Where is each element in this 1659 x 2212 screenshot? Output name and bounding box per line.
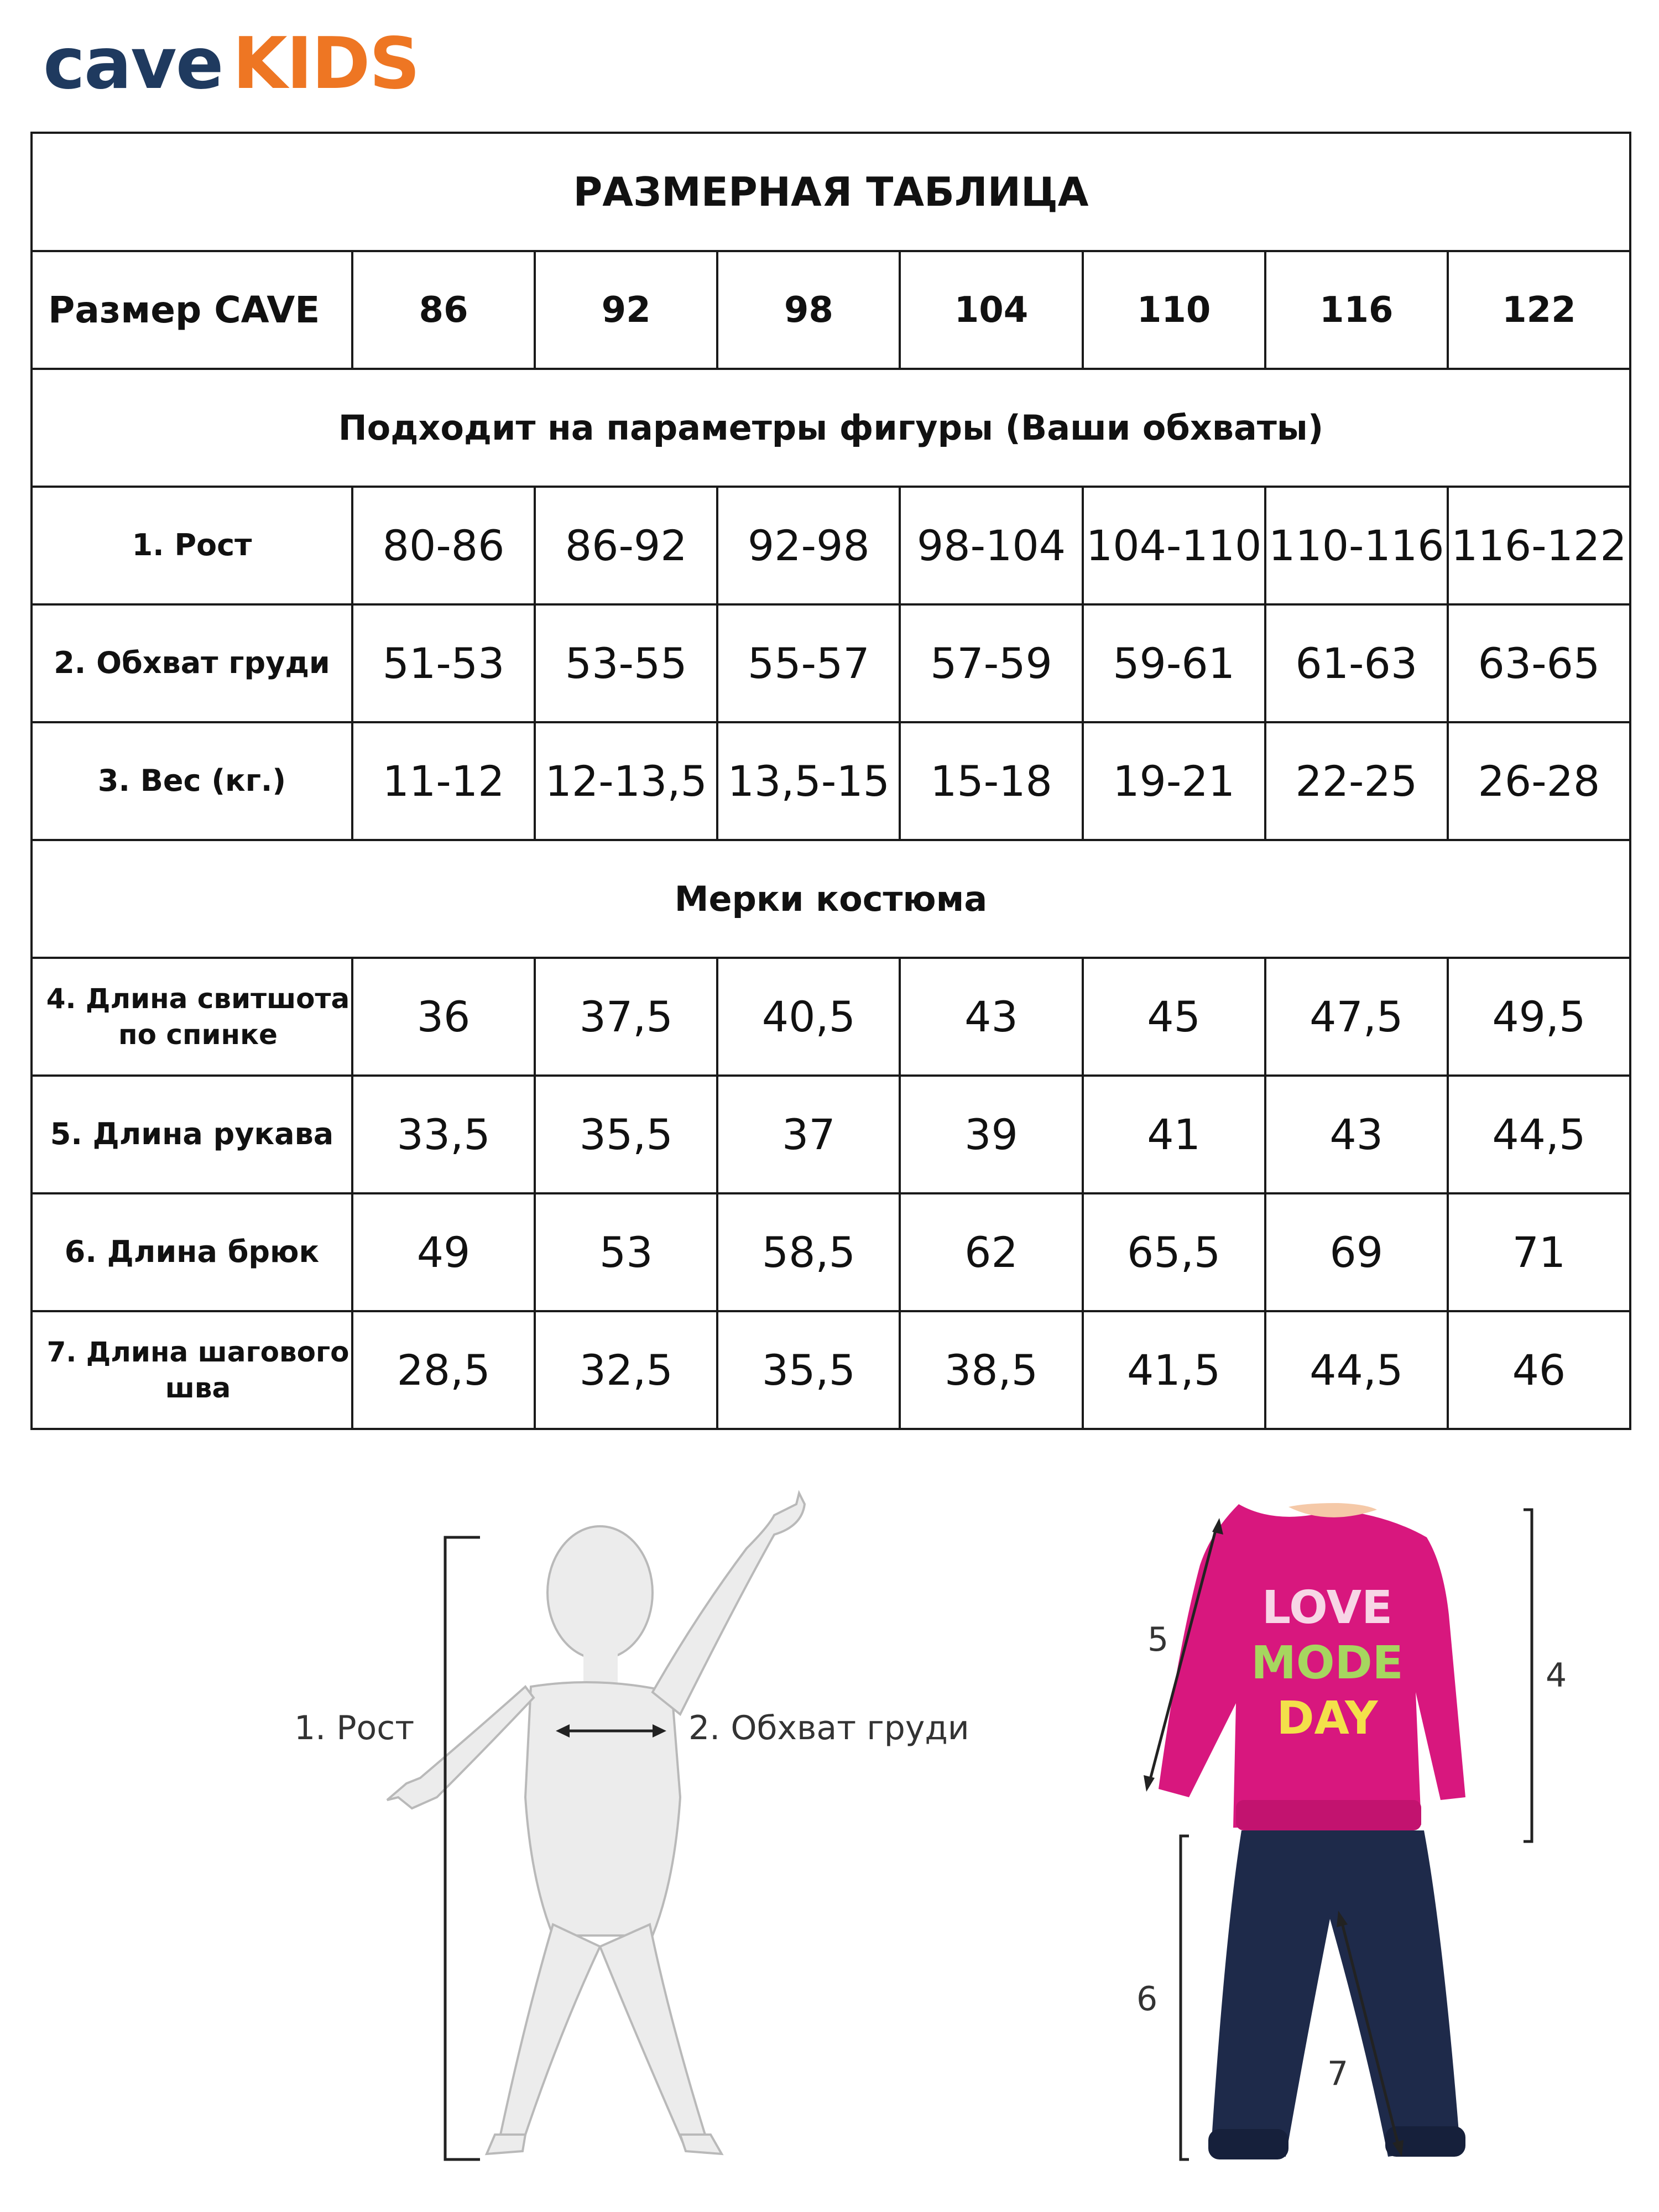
table-cell: 62 (900, 1193, 1082, 1311)
table-cell: 41 (1083, 1076, 1265, 1193)
size-116: 116 (1265, 251, 1448, 369)
label-7: 7 (1327, 2054, 1349, 2093)
brand-logo-cave: cave (43, 23, 223, 105)
label-chest: 2. Обхват груди (688, 1709, 969, 1747)
row-label-chest: 2. Обхват груди (32, 604, 352, 722)
size-header-label: Размер CAVE (32, 251, 352, 369)
table-cell: 116-122 (1448, 487, 1630, 604)
table-cell: 39 (900, 1076, 1082, 1193)
table-cell: 51-53 (352, 604, 535, 722)
pants-image (1208, 1830, 1465, 2159)
table-cell: 45 (1083, 958, 1265, 1076)
table-cell: 36 (352, 958, 535, 1076)
table-cell: 19-21 (1083, 722, 1265, 840)
table-cell: 35,5 (717, 1311, 900, 1429)
table-cell: 37 (717, 1076, 900, 1193)
table-cell: 12-13,5 (535, 722, 717, 840)
table-cell: 49,5 (1448, 958, 1630, 1076)
table-cell: 11-12 (352, 722, 535, 840)
table-cell: 53-55 (535, 604, 717, 722)
row-label-pants-length: 6. Длина брюк (32, 1193, 352, 1311)
label-6: 6 (1136, 1980, 1158, 2018)
table-cell: 15-18 (900, 722, 1082, 840)
table-cell: 59-61 (1083, 604, 1265, 722)
row-label-sleeve-length: 5. Длина рукава (32, 1076, 352, 1193)
table-cell: 104-110 (1083, 487, 1265, 604)
row-label-inseam-length: 7. Длина шагового шва (32, 1311, 352, 1429)
table-cell: 57-59 (900, 604, 1082, 722)
print-mode: MODE (1251, 1637, 1404, 1689)
table-cell: 69 (1265, 1193, 1448, 1311)
table-title: РАЗМЕРНАЯ ТАБЛИЦА (32, 133, 1630, 251)
table-cell: 110-116 (1265, 487, 1448, 604)
table-cell: 43 (1265, 1076, 1448, 1193)
table-cell: 86-92 (535, 487, 717, 604)
table-cell: 55-57 (717, 604, 900, 722)
table-cell: 38,5 (900, 1311, 1082, 1429)
row-label-weight: 3. Вес (кг.) (32, 722, 352, 840)
table-cell: 40,5 (717, 958, 900, 1076)
table-cell: 32,5 (535, 1311, 717, 1429)
table-cell: 80-86 (352, 487, 535, 604)
section-garment-measures: Мерки костюма (32, 840, 1630, 958)
size-122: 122 (1448, 251, 1630, 369)
table-cell: 98-104 (900, 487, 1082, 604)
table-cell: 43 (900, 958, 1082, 1076)
print-love: LOVE (1261, 1582, 1393, 1634)
table-cell: 71 (1448, 1193, 1630, 1311)
table-cell: 65,5 (1083, 1193, 1265, 1311)
table-cell: 44,5 (1448, 1076, 1630, 1193)
table-cell: 13,5-15 (717, 722, 900, 840)
table-cell: 46 (1448, 1311, 1630, 1429)
row-label-sweatshirt-length: 4. Длина свитшота по спинке (32, 958, 352, 1076)
table-cell: 41,5 (1083, 1311, 1265, 1429)
table-cell: 58,5 (717, 1193, 900, 1311)
size-98: 98 (717, 251, 900, 369)
table-cell: 37,5 (535, 958, 717, 1076)
table-cell: 26-28 (1448, 722, 1630, 840)
table-cell: 22-25 (1265, 722, 1448, 840)
table-cell: 49 (352, 1193, 535, 1311)
brand-logo-kids: KIDS (232, 23, 419, 105)
table-cell: 47,5 (1265, 958, 1448, 1076)
print-day: DAY (1276, 1692, 1378, 1745)
label-height: 1. Рост (294, 1709, 415, 1747)
table-cell: 63-65 (1448, 604, 1630, 722)
table-cell: 44,5 (1265, 1311, 1448, 1429)
size-86: 86 (352, 251, 535, 369)
size-104: 104 (900, 251, 1082, 369)
table-cell: 33,5 (352, 1076, 535, 1193)
table-cell: 92-98 (717, 487, 900, 604)
label-5: 5 (1147, 1620, 1169, 1659)
table-cell: 28,5 (352, 1311, 535, 1429)
section-body-params: Подходит на параметры фигуры (Ваши обхваты) (32, 369, 1630, 487)
table-cell: 61-63 (1265, 604, 1448, 722)
row-label-height: 1. Рост (32, 487, 352, 604)
size-110: 110 (1083, 251, 1265, 369)
table-cell: 35,5 (535, 1076, 717, 1193)
table-cell: 53 (535, 1193, 717, 1311)
size-92: 92 (535, 251, 717, 369)
label-4: 4 (1546, 1656, 1567, 1695)
